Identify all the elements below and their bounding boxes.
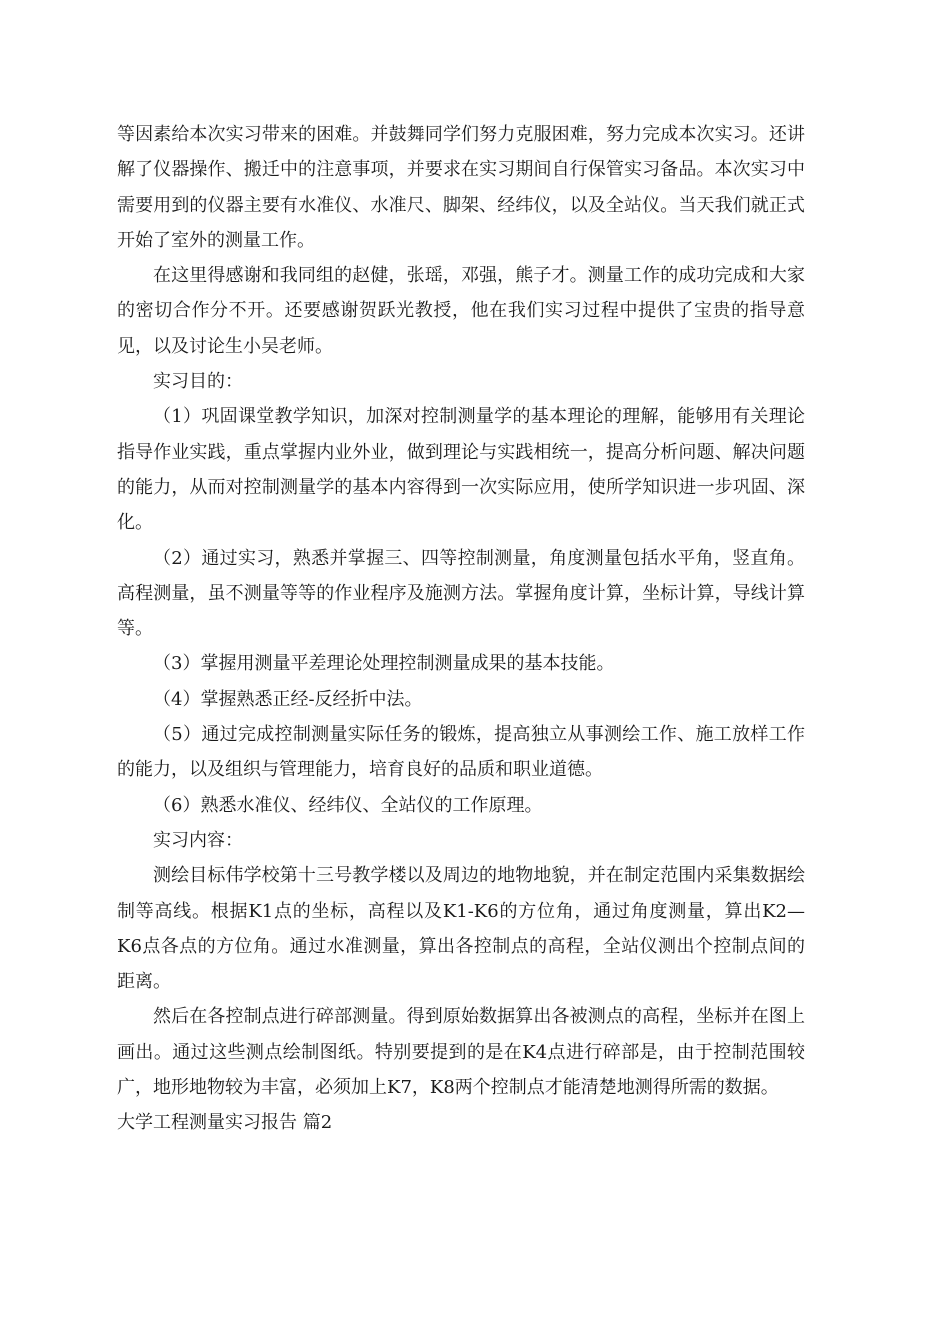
objective-item-3: （3）掌握用测量平差理论处理控制测量成果的基本技能。 [153,653,615,675]
heading-content: 实习内容： [153,829,243,851]
paragraph-content-2: 然后在各控制点进行碎部测量。得到原始数据算出各被测点的高程，坐标并在图上画出。通过这些测点绘制图纸。特别要提到的是在K4点进行碎部是，由于控制范围较广，地形地物较为丰富，必须加上K7，K8两个控制点才能清楚地测得所需的数据。 [117,1006,805,1099]
paragraph-content-1: 测绘目标伟学校第十三号教学楼以及周边的地物地貌，并在制定范围内采集数据绘制等高线。根据K1点的坐标，高程以及K1-K6的方位角，通过角度测量，算出K2—K6点各点的方位角。通过水准测量，算出各控制点的高程，全站仪测出个控制点间的距离。 [117,865,805,993]
objective-item-1: （1）巩固课堂教学知识，加深对控制测量学的基本理论的理解，能够用有关理论指导作业实践，重点掌握内业外业，做到理论与实践相统一，提高分析问题、解决问题的能力，从而对控制测量学的基本内容得到一次实际应用，使所学知识进一步巩固、深化。 [117,406,805,534]
objective-item-2: （2）通过实习，熟悉并掌握三、四等控制测量，角度测量包括水平角，竖直角。高程测量，虽不测量等等的作业程序及施测方法。掌握角度计算，坐标计算，导线计算等。 [117,547,805,640]
objective-item-4: （4）掌握熟悉正经-反经折中法。 [153,688,423,710]
objective-item-5: （5）通过完成控制测量实际任务的锻炼，提高独立从事测绘工作、施工放样工作的能力，以及组织与管理能力，培育良好的品质和职业道德。 [117,724,805,781]
section-title: 大学工程测量实习报告 篇2 [117,1112,333,1134]
document-page [117,117,805,1141]
heading-objectives: 实习目的： [153,371,243,393]
paragraph-continued: 等因素给本次实习带来的困难。并鼓舞同学们努力克服困难，努力完成本次实习。还讲解了仪器操作、搬迁中的注意事项，并要求在实习期间自行保管实习备品。本次实习中需要用到的仪器主要有水准仪、水准尺、脚架、经纬仪，以及全站仪。当天我们就正式开始了室外的测量工作。 [117,124,805,251]
paragraph-acknowledgements: 在这里得感谢和我同组的赵健，张瑶，邓强，熊子才。测量工作的成功完成和大家的密切合作分不开。还要感谢贺跃光教授，他在我们实习过程中提供了宝贵的指导意见，以及讨论生小吴老师。 [117,265,805,357]
objective-item-6: （6）熟悉水准仪、经纬仪、全站仪的工作原理。 [153,794,543,816]
